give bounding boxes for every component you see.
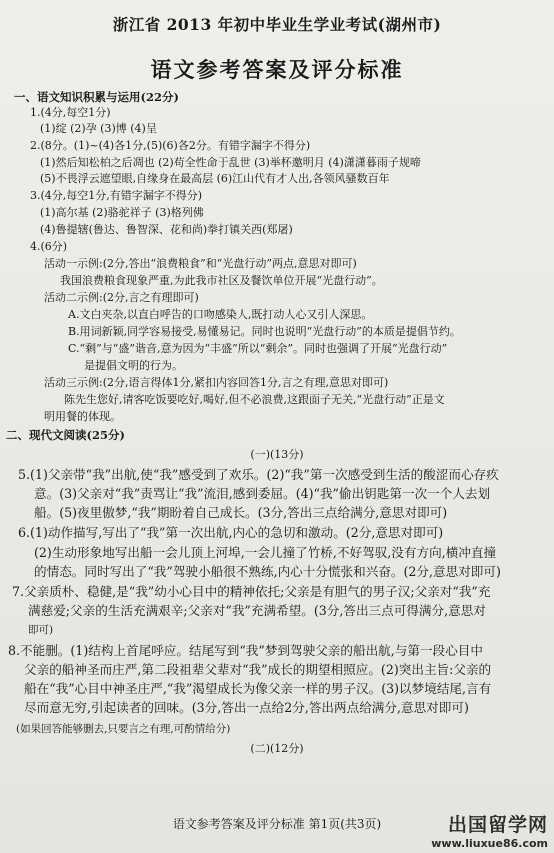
text-line: 6.(1)动作描写,写出了“我”第一次出航,内心的急切和激动。(2分,意思对即可) <box>18 525 444 540</box>
text-line: 3.(4分,每空1分,有错字漏字不得分) <box>30 189 203 202</box>
text-line: 即可) <box>28 624 54 636</box>
text-line: 船在“我”心目中神圣庄严,“我”渴望成长为像父亲一样的男子汉。(3)以梦境结尾,言有 <box>24 681 492 696</box>
text-line: (5)不畏浮云遮望眼,自缘身在最高层 (6)江山代有才人出,各领风骚数百年 <box>40 172 390 185</box>
text-line: (1)高尔基 (2)骆驼祥子 (3)格列佛 <box>40 206 204 219</box>
text-line: 2.(8分。(1)~(4)各1分,(5)(6)各2分。有错字漏字不得分) <box>30 139 311 152</box>
text-line: (1)然后知松柏之后凋也 (2)苟全性命于乱世 (3)举杯邀明月 (4)潇潇暮雨子规啼 <box>40 156 421 169</box>
text-line: (2)生动形象地写出船一会儿顶上河埠,一会儿撞了竹桥,不好驾驭,没有方向,横冲直撞 <box>34 545 497 560</box>
text-line: 满慈爱;父亲的生活充满艰辛;父亲对“我”充满希望。(3分,答出三点可得满分,意思对 <box>28 603 486 618</box>
text-line: 尽而意无穷,引起读者的回味。(3分,答出一点给2分,答出两点给满分,意思对即可) <box>24 700 469 715</box>
text-line: 活动一示例:(2分,答出“浪费粮食”和“光盘行动”两点,意思对即可) <box>44 257 357 270</box>
text-line: (4)鲁提辖(鲁达、鲁智深、花和尚)拳打镇关西(郑屠) <box>40 223 293 236</box>
document-subtitle: 语文参考答案及评分标准 <box>150 57 404 82</box>
document-title: 浙江省 2013 年初中毕业生学业考试(湖州市) <box>112 15 442 34</box>
text-line: 父亲的船神圣而庄严,第二段祖辈父辈对“我”成长的期望相照应。(2)突出主旨:父亲的 <box>24 662 492 677</box>
text-line: 明用餐的体现。 <box>44 410 121 423</box>
text-line: 船。(5)夜里傲梦,“我”期盼着自己成长。(3分,答出三点给满分,意思对即可) <box>34 505 448 520</box>
text-line: 意。(3)父亲对“我”责骂让“我”流泪,感到委屈。(4)“我”偷出钥匙第一次一个人去划 <box>34 486 491 501</box>
text-line: (二)(12分) <box>250 742 304 755</box>
text-line: 7.父亲质朴、稳健,是“我”幼小心目中的精神依托;父亲是有胆气的男子汉;父亲对“我”充 <box>12 584 491 599</box>
text-line: 1.(4分,每空1分) <box>30 106 111 119</box>
text-line: (一)(13分) <box>250 448 304 461</box>
text-line: (1)绽 (2)孕 (3)博 (4)呈 <box>40 122 157 135</box>
text-line: (如果回答能够删去,只要言之有理,可酌情给分) <box>16 723 231 735</box>
text-line: 4.(6分) <box>30 240 68 253</box>
text-line: 8.不能删。(1)结构上首尾呼应。结尾写到“我”梦到驾驶父亲的船出航,与第一段心目中 <box>8 643 483 658</box>
text-line: 5.(1)父亲带“我”出航,使“我”感受到了欢乐。(2)“我”第一次感受到生活的酸涩而心存疚 <box>18 467 499 482</box>
text-line: 我国浪费粮食现象严重,为此我市社区及餐饮单位开展“光盘行动”。 <box>60 274 383 287</box>
text-line: 陈先生您好,请客吃饭要吃好,喝好,但不必浪费,这跟面子无关,“光盘行动”正是文 <box>64 393 445 406</box>
text-line: 的情态。同时写出了“我”驾驶小船很不熟练,内心十分慌张和兴奋。(2分,意思对即可) <box>34 564 501 579</box>
text-line: 二、现代文阅读(25分) <box>6 428 125 442</box>
text-line: 是提倡文明的行为。 <box>84 359 183 372</box>
text-line: C.“剩”与“盛”谐音,意为因为“丰盛”所以“剩余”。同时也强调了开展“光盘行动” <box>68 342 448 355</box>
watermark <box>431 810 548 850</box>
text-line: 活动三示例:(2分,语言得体1分,紧扣内容回答1分,言之有理,意思对即可) <box>44 376 389 389</box>
text-line: 一、语文知识积累与运用(22分) <box>14 90 179 104</box>
page-footer: 语文参考答案及评分标准 第1页(共3页) <box>172 817 382 831</box>
text-line: A.文白夹杂,以直白呼告的口吻感染人,既打动人心又引人深思。 <box>68 308 373 321</box>
text-line: 活动二示例:(2分,言之有理即可) <box>44 291 199 304</box>
watermark-site-name: 出国留学网 <box>447 814 548 836</box>
watermark-url: www.liuxue86.com <box>431 837 548 850</box>
text-line: B.用词新颖,同学容易接受,易懂易记。同时也说明“光盘行动”的本质是提倡节约。 <box>68 325 461 338</box>
